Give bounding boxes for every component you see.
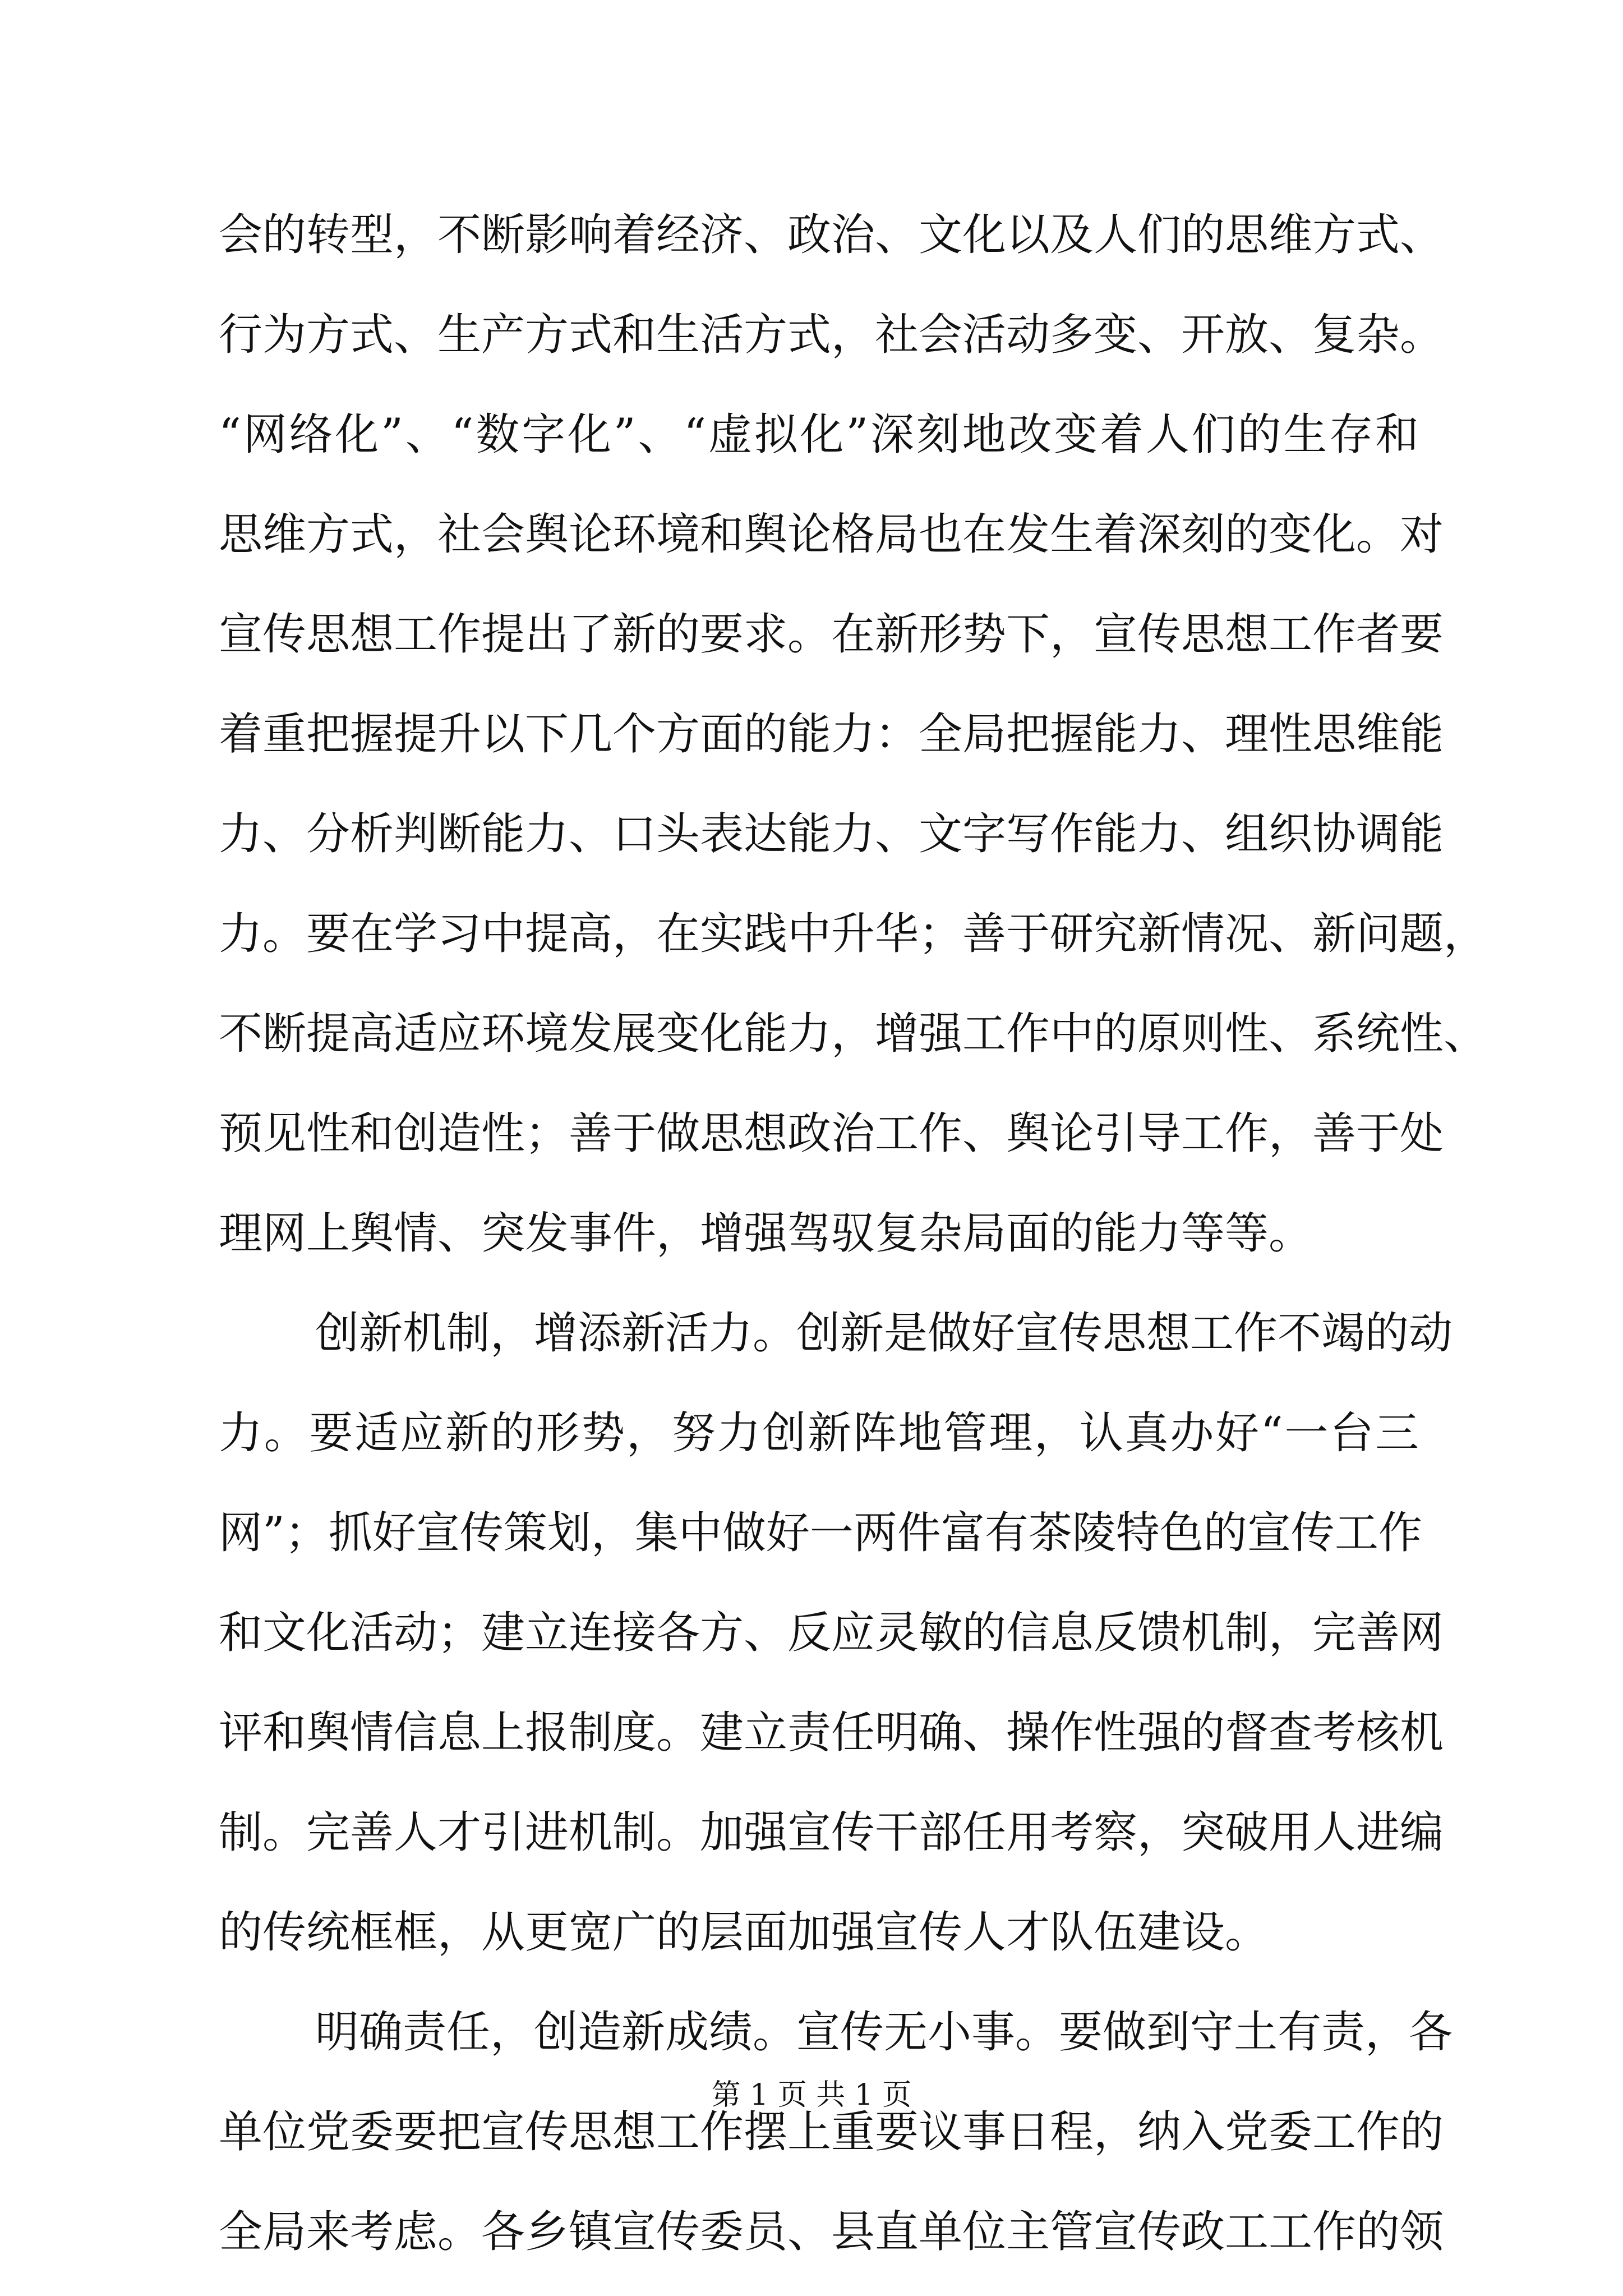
paragraph-first-line: 创新机制，增添新活力。创新是做好宣传思想工作不竭的动 bbox=[315, 1308, 1453, 1359]
page-footer: 第 1 页 共 1 页 bbox=[711, 2078, 912, 2112]
text-line: 的传统框框，从更宽广的层面加强宣传人才队伍建设。 bbox=[219, 1907, 1269, 1958]
text-line: 会的转型，不断影响着经济、政治、文化以及人们的思维方式、 bbox=[219, 210, 1444, 260]
document-body bbox=[219, 185, 1488, 2282]
text-line: 力。要在学习中提高，在实践中升华；善于研究新情况、新问题， bbox=[219, 909, 1488, 959]
text-line: 预见性和创造性；善于做思想政治工作、舆论引导工作，善于处 bbox=[219, 1108, 1444, 1159]
paragraph-first-line: 明确责任，创造新成绩。宣传无小事。要做到守土有责，各 bbox=[315, 2007, 1453, 2058]
text-line: 和文化活动；建立连接各方、反应灵敏的信息反馈机制，完善网 bbox=[219, 1608, 1444, 1658]
text-line: 宣传思想工作提出了新的要求。在新形势下，宣传思想工作者要 bbox=[219, 609, 1444, 660]
text-line: 不断提高适应环境发展变化能力，增强工作中的原则性、系统性、 bbox=[219, 1009, 1488, 1059]
text-line: “网络化”、“数字化”、“虚拟化”深刻地改变着人们的生存和 bbox=[219, 409, 1419, 460]
text-line: 评和舆情信息上报制度。建立责任明确、操作性强的督查考核机 bbox=[219, 1708, 1444, 1758]
text-line: 制。完善人才引进机制。加强宣传干部任用考察，突破用人进编 bbox=[219, 1807, 1444, 1858]
text-line: 力。要适应新的形势，努力创新阵地管理，认真办好“一台三 bbox=[219, 1408, 1419, 1458]
text-line: 网”；抓好宣传策划，集中做好一两件富有茶陵特色的宣传工作 bbox=[219, 1508, 1422, 1558]
text-line: 理网上舆情、突发事件，增强驾驭复杂局面的能力等等。 bbox=[219, 1208, 1313, 1259]
text-line: 着重把握提升以下几个方面的能力：全局把握能力、理性思维能 bbox=[219, 709, 1444, 760]
text-line: 全局来考虑。各乡镇宣传委员、县直单位主管宣传政工工作的领 bbox=[219, 2207, 1444, 2257]
text-line: 单位党委要把宣传思想工作摆上重要议事日程，纳入党委工作的 bbox=[219, 2107, 1444, 2157]
text-line: 力、分析判断能力、口头表达能力、文字写作能力、组织协调能 bbox=[219, 809, 1444, 859]
text-line: 行为方式、生产方式和生活方式，社会活动多变、开放、复杂。 bbox=[219, 310, 1444, 360]
text-line: 思维方式，社会舆论环境和舆论格局也在发生着深刻的变化。对 bbox=[219, 509, 1444, 560]
